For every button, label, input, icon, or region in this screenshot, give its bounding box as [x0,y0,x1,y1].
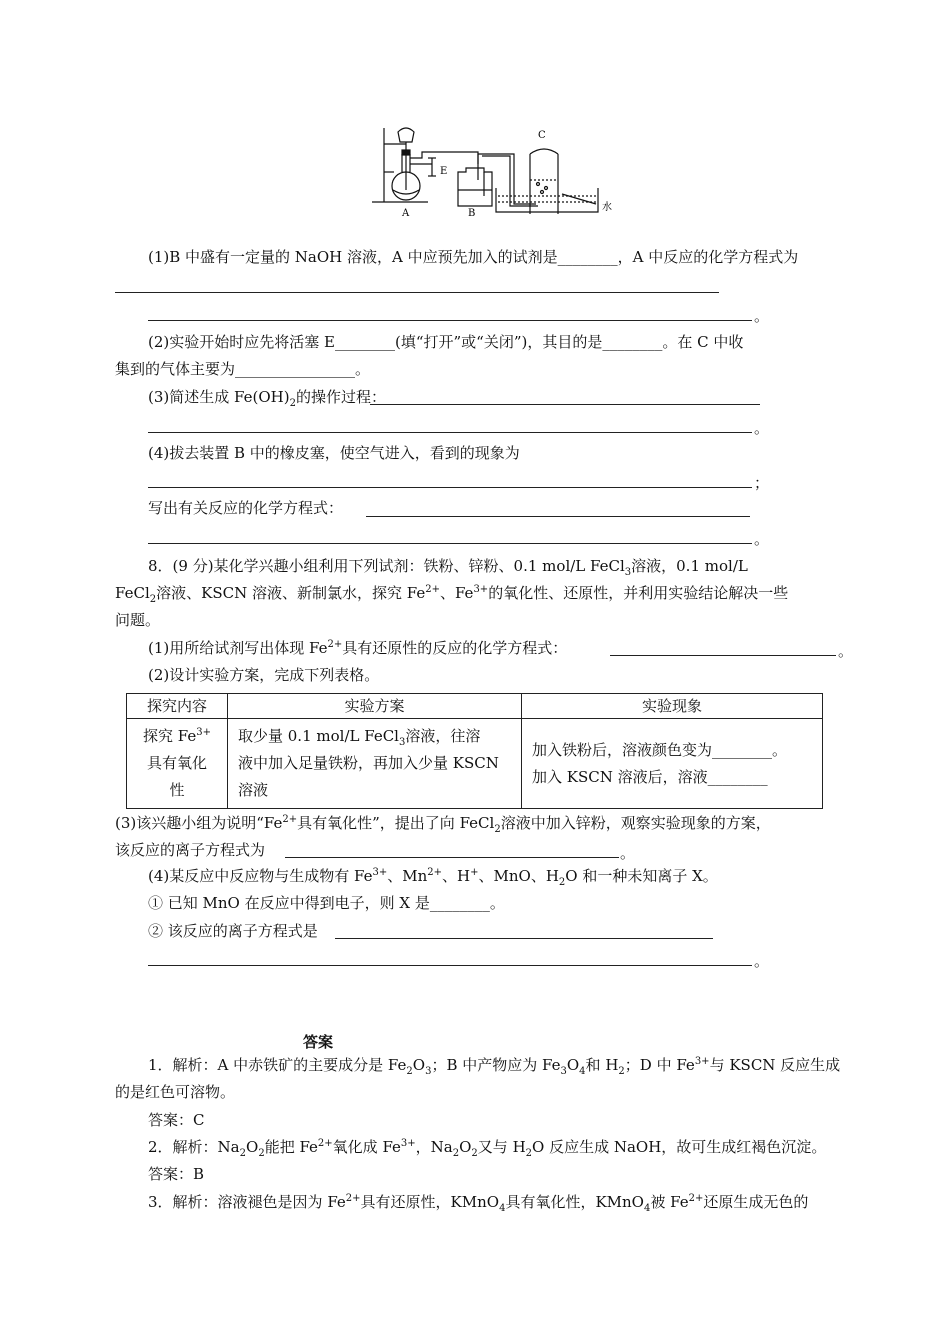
result-cell[interactable] [522,719,823,809]
q7-part2-line2: 集到的气体主要为________________。 [115,360,371,378]
subscript: 2 [406,1066,413,1077]
subscript: 2 [525,1148,533,1159]
period: 。 [754,419,770,437]
cell-text: 液中加入足量铁粉，再加入少量 KSCN [238,754,499,772]
q7-part3-text: (3)简述生成 Fe(OH) [148,388,290,406]
cell-text: 性 [169,781,185,799]
label-a: A [402,208,410,218]
answer-text: 被 Fe [650,1193,689,1211]
subscript: 2 [558,877,566,888]
answer-line[interactable] [366,516,750,517]
experiment-table [126,693,823,809]
answer-text: 3．解析：溶液褪色是因为 Fe [148,1193,346,1211]
q8-part3-line2: 该反应的离子方程式为 [115,841,266,859]
answers-title: 答案 [303,1033,334,1051]
superscript: 3+ [196,727,211,738]
answer-text: O 反应生成 NaOH，故可生成红褐色沉淀。 [532,1138,827,1156]
superscript: 3+ [400,1138,416,1149]
q8-part2: (2)设计实验方案，完成下列表格。 [148,666,380,684]
label-water: 水 [602,202,612,213]
plan-cell [228,719,522,809]
subscript: 2 [452,1148,460,1159]
q8-part4-text: 、Mn [387,867,428,885]
apparatus-figure [366,124,626,218]
answer-text: O [412,1056,426,1074]
answer-text: 和 H [585,1056,619,1074]
q8-part1 [148,637,567,659]
superscript: 3+ [473,584,489,595]
cell-text: 取少量 0.1 mol/L FeCl [238,727,399,745]
cell-text: 探究 Fe [143,727,197,745]
answer-line[interactable] [285,857,619,858]
cell-text: 溶液，往溶 [405,727,481,745]
subscript: 3 [624,567,632,578]
label-e: E [440,166,448,177]
label-b: B [468,208,476,218]
content-cell [127,719,228,809]
answer-3-line1 [148,1191,808,1213]
q8-intro-text: 、Fe [439,584,474,602]
bottle-b [458,168,492,206]
q8-intro-text: 溶液、KSCN 溶液、新制氯水，探究 Fe [156,584,426,602]
answer-text: ；D 中 Fe [624,1056,695,1074]
superscript: 3+ [694,1056,710,1067]
superscript: + [470,867,479,878]
answer-text: O [246,1138,259,1156]
q7-part3-end: 的操作过程： [295,388,386,406]
answer-text: ，Na [415,1138,453,1156]
subscript: 3 [425,1066,432,1077]
q8-part4-text: (4)某反应中反应物与生成物有 Fe [148,867,373,885]
q8-intro-text: 溶液，0.1 mol/L [631,557,748,575]
subscript: 2 [494,824,501,835]
answer-text: ；B 中产物应为 Fe [431,1056,561,1074]
answer-line[interactable] [335,938,713,939]
cell-text: 加入 KSCN 溶液后，溶液________ [532,767,768,786]
answer-1-line2: 的是红色可溶物。 [115,1083,236,1101]
label-c: C [538,130,546,141]
subscript: 3 [398,737,406,748]
q7-part2-line1: (2)实验开始时应先将活塞 E________(填“打开”或“关闭”)，其目的是________。在 C 中收 [148,333,744,351]
q8-intro-text: 8．(9 分)某化学兴趣小组利用下列试剂：铁粉、锌粉、0.1 mol/L FeCl [148,557,625,575]
answer-line[interactable] [370,404,760,405]
subscript: 2 [149,594,157,605]
table-header-row [127,694,823,719]
subscript: 2 [239,1148,246,1159]
subscript: 2 [289,398,296,409]
period: 。 [838,642,854,660]
period: 。 [620,844,636,862]
answer-line[interactable] [148,432,752,433]
q8-part3-text: 具有氧化性”，提出了向 FeCl [297,814,495,832]
q8-intro-text: 的氧化性、还原性，并利用实验结论解决一些 [488,584,789,602]
subscript: 2 [618,1066,625,1077]
superscript: 2+ [427,867,443,878]
q8-part3-line1 [115,812,771,834]
answer-text: 1．解析：A 中赤铁矿的主要成分是 Fe [148,1056,407,1074]
answer-text: 具有氧化性，KMnO [505,1193,644,1211]
table-row [127,719,823,809]
collecting-tube-c [530,154,558,214]
answer-1-choice: 答案：C [148,1111,205,1129]
superscript: 3+ [372,867,388,878]
answer-line[interactable] [148,487,752,488]
answer-2-choice: 答案：B [148,1165,205,1183]
answer-text: O [459,1138,472,1156]
q7-part1: (1)B 中盛有一定量的 NaOH 溶液，A 中应预先加入的试剂是________，A 中反应的化学方程式为 [148,248,799,266]
cell-text: 溶液 [238,781,269,799]
answer-line[interactable] [610,655,836,656]
q8-part4-text: 、H [442,867,471,885]
superscript: 2+ [282,814,298,825]
q8-intro-line1 [148,555,748,577]
answer-text: 能把 Fe [264,1138,318,1156]
q7-part4-equation: 写出有关反应的化学方程式： [148,499,344,517]
dropping-funnel [398,128,414,142]
superscript: 2+ [425,584,440,595]
header-cell: 实验方案 [228,694,522,719]
cell-text: 具有氧化 [146,754,207,772]
answer-text: 2．解析：Na [148,1138,240,1156]
period: 。 [754,530,770,548]
cell-text: 加入铁粉后，溶液颜色变为________。 [532,740,788,759]
subscript: 4 [499,1203,506,1214]
header-cell: 探究内容 [127,694,228,719]
header-cell: 实验现象 [522,694,823,719]
period: 。 [754,307,770,325]
subscript: 4 [579,1066,586,1077]
answer-text: 具有还原性，KMnO [360,1193,500,1211]
answer-text: 又与 H [477,1138,526,1156]
semicolon: ； [754,474,770,492]
q8-part4-i: ① 已知 MnO 在反应中得到电子，则 X 是________。 [148,894,505,912]
q8-part3-text: 溶液中加入锌粉，观察实验现象的方案， [500,814,771,832]
q8-part4-ii: ② 该反应的离子方程式是 [148,922,318,940]
answer-line[interactable] [148,543,752,544]
answer-1-line1 [148,1054,840,1076]
q8-part4-text: O 和一种未知离子 X。 [565,867,718,885]
q7-part4: (4)拔去装置 B 中的橡皮塞，使空气进入，看到的现象为 [148,444,520,462]
q8-intro-line3: 问题。 [115,611,161,629]
answer-line[interactable] [148,965,752,966]
subscript: 2 [471,1148,478,1159]
q8-intro-line2 [115,582,788,604]
subscript: 2 [258,1148,265,1159]
superscript: 2+ [317,1138,333,1149]
answer-line[interactable] [148,320,752,321]
period: 。 [754,952,770,970]
subscript: 3 [560,1066,567,1077]
subscript: 4 [643,1203,651,1214]
superscript: 2+ [345,1193,361,1204]
answer-text: O [566,1056,580,1074]
answer-text: 与 KSCN 反应生成 [709,1056,841,1074]
q8-part3-text: (3)该兴趣小组为说明“Fe [115,814,283,832]
q8-part1-text: 具有还原性的反应的化学方程式： [342,639,568,657]
q7-part3 [148,386,386,408]
answer-text: 还原生成无色的 [703,1193,809,1211]
q8-intro-text: FeCl [115,584,150,602]
answer-line[interactable] [115,292,719,293]
superscript: 2+ [327,639,343,650]
answer-2-line1 [148,1136,826,1158]
q8-part1-text: (1)用所给试剂写出体现 Fe [148,639,328,657]
q8-part4-text: 、MnO、H [478,867,559,885]
superscript: 2+ [688,1193,704,1204]
q8-part4 [148,865,718,887]
answer-text: 氧化成 Fe [332,1138,401,1156]
